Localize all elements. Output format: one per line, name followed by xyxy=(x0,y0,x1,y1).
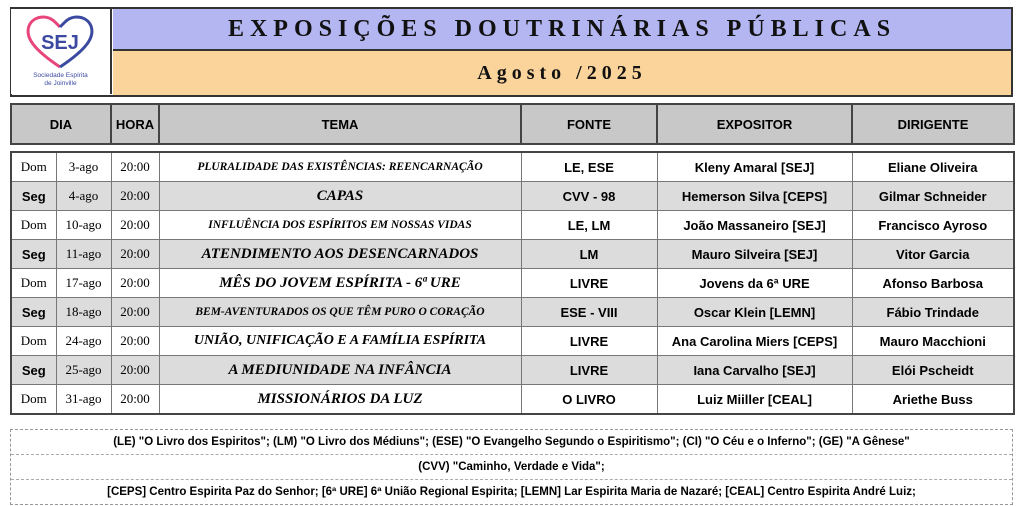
theme-cell: BEM-AVENTURADOS OS QUE TÊM PURO O CORAÇÃO xyxy=(159,298,521,327)
day-cell: Dom xyxy=(11,152,56,182)
date-cell: 10-ago xyxy=(56,211,111,240)
source-cell: O LIVRO xyxy=(521,385,657,415)
date-cell: 11-ago xyxy=(56,240,111,269)
legend-centers: [CEPS] Centro Espirita Paz do Senhor; [6ª URE] 6ª União Regional Espirita; [LEMN] Lar Espirita Maria de Nazaré; [CEAL] Centro Espirita André Luiz; xyxy=(107,486,916,498)
header-dirigente: DIRIGENTE xyxy=(852,104,1014,144)
table-row xyxy=(11,327,1014,356)
table-row xyxy=(11,182,1014,211)
date-cell: 31-ago xyxy=(56,385,111,415)
theme-cell: MISSIONÁRIOS DA LUZ xyxy=(159,385,521,415)
logo-subtitle-1: Sociedade Espírita xyxy=(33,72,88,79)
table-row xyxy=(11,298,1014,327)
day-cell: Seg xyxy=(11,182,56,211)
theme-cell: MÊS DO JOVEM ESPÍRITA - 6ª URE xyxy=(159,269,521,298)
director-cell: Ariethe Buss xyxy=(852,385,1014,415)
source-cell: LE, LM xyxy=(521,211,657,240)
time-cell: 20:00 xyxy=(111,240,159,269)
day-cell: Seg xyxy=(11,240,56,269)
table-row xyxy=(11,269,1014,298)
time-cell: 20:00 xyxy=(111,298,159,327)
theme-cell: UNIÃO, UNIFICAÇÃO E A FAMÍLIA ESPÍRITA xyxy=(159,327,521,356)
speaker-cell: Kleny Amaral [SEJ] xyxy=(657,152,852,182)
director-cell: Gilmar Schneider xyxy=(852,182,1014,211)
speaker-cell: Jovens da 6ª URE xyxy=(657,269,852,298)
legend-books: (LE) "O Livro dos Espiritos"; (LM) "O Livro dos Médiuns"; (ESE) "O Evangelho Segundo o Espiritismo"; (CI) "O Céu e o Inferno"; (GE) "A Gênese" xyxy=(11,430,1012,455)
speaker-cell: Ana Carolina Miers [CEPS] xyxy=(657,327,852,356)
date-cell: 17-ago xyxy=(56,269,111,298)
header-fonte: FONTE xyxy=(521,104,657,144)
heart-logo-icon xyxy=(23,13,98,71)
logo-letters: SEJ xyxy=(41,32,79,54)
day-cell: Seg xyxy=(11,356,56,385)
table-row xyxy=(11,385,1014,415)
day-cell: Seg xyxy=(11,298,56,327)
theme-cell: CAPAS xyxy=(159,182,521,211)
time-cell: 20:00 xyxy=(111,327,159,356)
table-row xyxy=(11,356,1014,385)
source-cell: LM xyxy=(521,240,657,269)
source-cell: LIVRE xyxy=(521,356,657,385)
schedule-table xyxy=(10,151,1015,415)
day-cell: Dom xyxy=(11,327,56,356)
page-title: EXPOSIÇÕES DOUTRINÁRIAS PÚBLICAS xyxy=(113,9,1011,51)
speaker-cell: João Massaneiro [SEJ] xyxy=(657,211,852,240)
time-cell: 20:00 xyxy=(111,182,159,211)
speaker-cell: Mauro Silveira [SEJ] xyxy=(657,240,852,269)
time-cell: 20:00 xyxy=(111,211,159,240)
table-row xyxy=(11,152,1014,182)
day-cell: Dom xyxy=(11,211,56,240)
header-tema: TEMA xyxy=(159,104,521,144)
theme-cell: A MEDIUNIDADE NA INFÂNCIA xyxy=(159,356,521,385)
column-header-table xyxy=(10,103,1015,145)
speaker-cell: Hemerson Silva [CEPS] xyxy=(657,182,852,211)
source-cell: LE, ESE xyxy=(521,152,657,182)
director-cell: Elói Pscheidt xyxy=(852,356,1014,385)
time-cell: 20:00 xyxy=(111,152,159,182)
table-row xyxy=(11,240,1014,269)
director-cell: Afonso Barbosa xyxy=(852,269,1014,298)
header-hora: HORA xyxy=(111,104,159,144)
date-cell: 24-ago xyxy=(56,327,111,356)
date-cell: 25-ago xyxy=(56,356,111,385)
source-cell: CVV - 98 xyxy=(521,182,657,211)
table-row xyxy=(11,211,1014,240)
speaker-cell: Luiz Miiller [CEAL] xyxy=(657,385,852,415)
date-cell: 18-ago xyxy=(56,298,111,327)
director-cell: Francisco Ayroso xyxy=(852,211,1014,240)
header-dia: DIA xyxy=(11,104,111,144)
director-cell: Mauro Macchioni xyxy=(852,327,1014,356)
speaker-cell: Iana Carvalho [SEJ] xyxy=(657,356,852,385)
time-cell: 20:00 xyxy=(111,269,159,298)
day-cell: Dom xyxy=(11,385,56,415)
date-cell: 3-ago xyxy=(56,152,111,182)
director-cell: Vitor Garcia xyxy=(852,240,1014,269)
director-cell: Fábio Trindade xyxy=(852,298,1014,327)
director-cell: Eliane Oliveira xyxy=(852,152,1014,182)
logo xyxy=(11,9,112,94)
time-cell: 20:00 xyxy=(111,356,159,385)
theme-cell: INFLUÊNCIA DOS ESPÍRITOS EM NOSSAS VIDAS xyxy=(159,211,521,240)
source-cell: ESE - VIII xyxy=(521,298,657,327)
day-cell: Dom xyxy=(11,269,56,298)
speaker-cell: Oscar Klein [LEMN] xyxy=(657,298,852,327)
source-cell: LIVRE xyxy=(521,269,657,298)
date-cell: 4-ago xyxy=(56,182,111,211)
legend-notes xyxy=(10,429,1013,505)
header-expositor: EXPOSITOR xyxy=(657,104,852,144)
theme-cell: PLURALIDADE DAS EXISTÊNCIAS: REENCARNAÇÃO xyxy=(159,152,521,182)
logo-subtitle-2: de Joinville xyxy=(44,80,77,87)
source-cell: LIVRE xyxy=(521,327,657,356)
month-title: Agosto /2025 xyxy=(113,51,1011,95)
time-cell: 20:00 xyxy=(111,385,159,415)
legend-cvv: (CVV) "Caminho, Verdade e Vida"; xyxy=(11,455,1012,480)
theme-cell: ATENDIMENTO AOS DESENCARNADOS xyxy=(159,240,521,269)
